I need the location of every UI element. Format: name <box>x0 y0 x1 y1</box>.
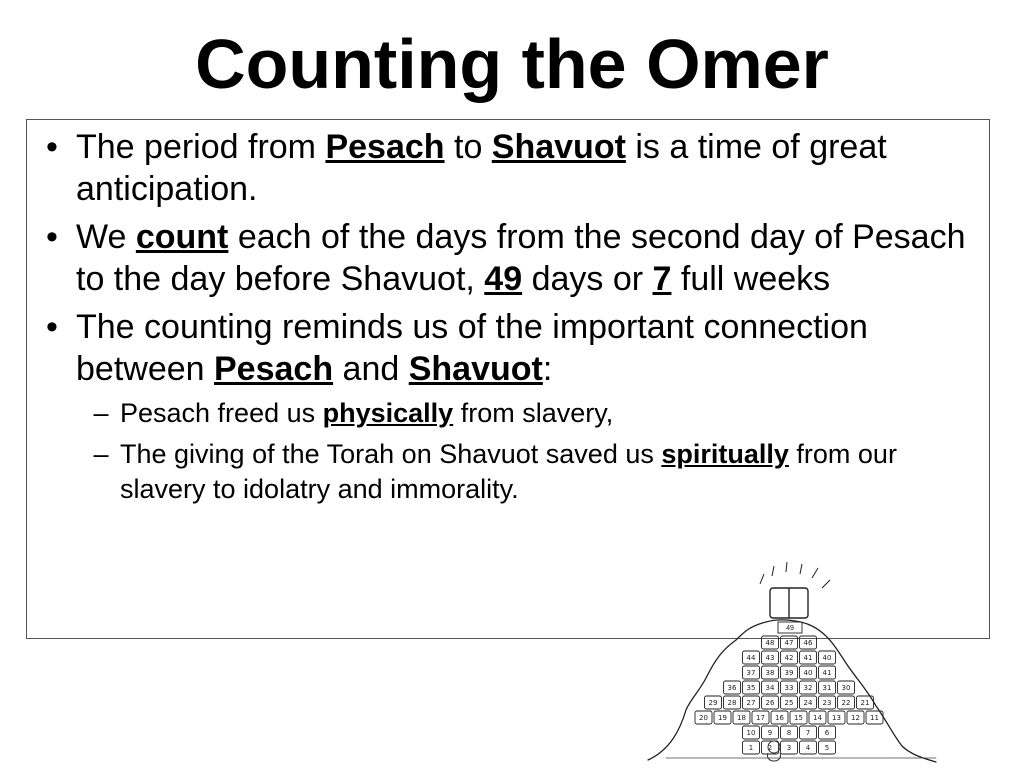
sub-bullet-list <box>76 396 981 507</box>
emphasized-term: 7 <box>652 260 672 298</box>
brick-number: 46 <box>803 639 813 647</box>
text-run: The counting reminds us of the important connection between <box>76 308 868 388</box>
brick-number: 19 <box>718 714 727 722</box>
brick-number: 20 <box>699 714 708 722</box>
brick-number: 28 <box>727 699 737 707</box>
brick-number: 25 <box>784 699 794 707</box>
sub-bullet-marker: – <box>93 439 109 469</box>
brick-number: 39 <box>784 669 794 677</box>
sub-bullet-item <box>76 396 981 431</box>
brick-number: 22 <box>841 699 851 707</box>
brick-number: 44 <box>746 654 756 662</box>
text-run: The giving of the Torah on Shavuot saved us <box>120 439 662 469</box>
bullet-item <box>27 306 989 507</box>
brick-number: 36 <box>727 684 737 692</box>
brick-number: 41 <box>822 669 832 677</box>
emphasized-term: 49 <box>484 260 523 298</box>
text-run: We <box>76 218 136 256</box>
top-marker <box>778 622 802 633</box>
bullet-marker: • <box>46 218 58 256</box>
brick-number: 31 <box>822 684 832 692</box>
brick-number: 7 <box>805 729 811 737</box>
sub-bullet-marker: – <box>93 398 109 428</box>
brick-number: 14 <box>813 714 822 722</box>
brick-number: 43 <box>765 654 775 662</box>
bullet-list <box>27 120 989 507</box>
bullet-marker: • <box>46 308 58 346</box>
sub-bullet-text <box>120 398 613 428</box>
brick-number: 30 <box>841 684 851 692</box>
text-run: full weeks <box>671 260 831 298</box>
text-run: days or <box>522 260 653 298</box>
text-run: The period from <box>76 128 326 166</box>
emphasized-term: count <box>135 218 229 256</box>
brick-number: 26 <box>765 699 775 707</box>
sub-bullet-item <box>76 437 981 507</box>
brick-number: 24 <box>803 699 813 707</box>
emphasized-term: Shavuot <box>491 128 626 166</box>
brick-number: 41 <box>803 654 813 662</box>
emphasized-term: Pesach <box>325 128 445 166</box>
text-run: and <box>333 350 409 388</box>
brick-number: 29 <box>708 699 718 707</box>
brick-number: 27 <box>746 699 756 707</box>
emphasized-term: Shavuot <box>408 350 543 388</box>
brick-number: 2 <box>767 744 773 752</box>
brick-number: 32 <box>803 684 813 692</box>
brick-number: 1 <box>748 744 754 752</box>
slide-title: Counting the Omer <box>195 25 829 103</box>
text-run: each of the days from the second day of Pesach to the day before Shavuot, <box>76 218 966 298</box>
brick-number: 35 <box>746 684 756 692</box>
brick-number: 12 <box>851 714 860 722</box>
bullet-marker: • <box>46 128 58 166</box>
emphasized-term: spiritually <box>661 439 789 469</box>
brick-number: 21 <box>860 699 870 707</box>
brick-number: 18 <box>737 714 746 722</box>
brick-number: 42 <box>784 654 794 662</box>
brick-number: 48 <box>765 639 775 647</box>
brick-number: 40 <box>822 654 832 662</box>
brick-number: 8 <box>786 729 792 737</box>
brick-number: 47 <box>784 639 794 647</box>
brick-number: 11 <box>870 714 879 722</box>
brick-number: 6 <box>824 729 830 737</box>
top-number-label: 49 <box>786 625 794 632</box>
brick-number: 37 <box>746 669 756 677</box>
text-run: to <box>444 128 492 166</box>
brick-number: 3 <box>786 744 792 752</box>
brick-number: 34 <box>765 684 775 692</box>
bullet-item <box>27 216 989 300</box>
bullet-item <box>27 126 989 210</box>
brick-number: 17 <box>756 714 765 722</box>
brick-number: 10 <box>746 729 756 737</box>
text-run: is a time of great anticipation. <box>76 128 887 208</box>
text-run: from our slavery to idolatry and immorality. <box>120 439 897 504</box>
brick-number: 16 <box>775 714 784 722</box>
brick-number: 13 <box>832 714 841 722</box>
bullet-text <box>76 308 868 388</box>
emphasized-term: Pesach <box>214 350 334 388</box>
sub-bullet-text <box>120 439 897 504</box>
bullet-text <box>76 128 887 208</box>
mountain-sinai-omer-counter-icon <box>640 560 940 768</box>
brick-number: 23 <box>822 699 832 707</box>
brick-number: 33 <box>784 684 794 692</box>
brick-number: 38 <box>765 669 775 677</box>
brick-number: 4 <box>805 744 811 752</box>
tablets-icon <box>760 562 830 618</box>
bullet-text <box>76 218 966 298</box>
emphasized-term: physically <box>322 398 454 428</box>
text-run: Pesach freed us <box>120 398 323 428</box>
brick-number: 9 <box>767 729 773 737</box>
text-run: from slavery, <box>453 398 614 428</box>
brick-rows <box>695 636 883 754</box>
text-run: : <box>542 350 553 388</box>
brick-number: 15 <box>794 714 803 722</box>
brick-number: 40 <box>803 669 813 677</box>
brick-number: 5 <box>824 744 830 752</box>
